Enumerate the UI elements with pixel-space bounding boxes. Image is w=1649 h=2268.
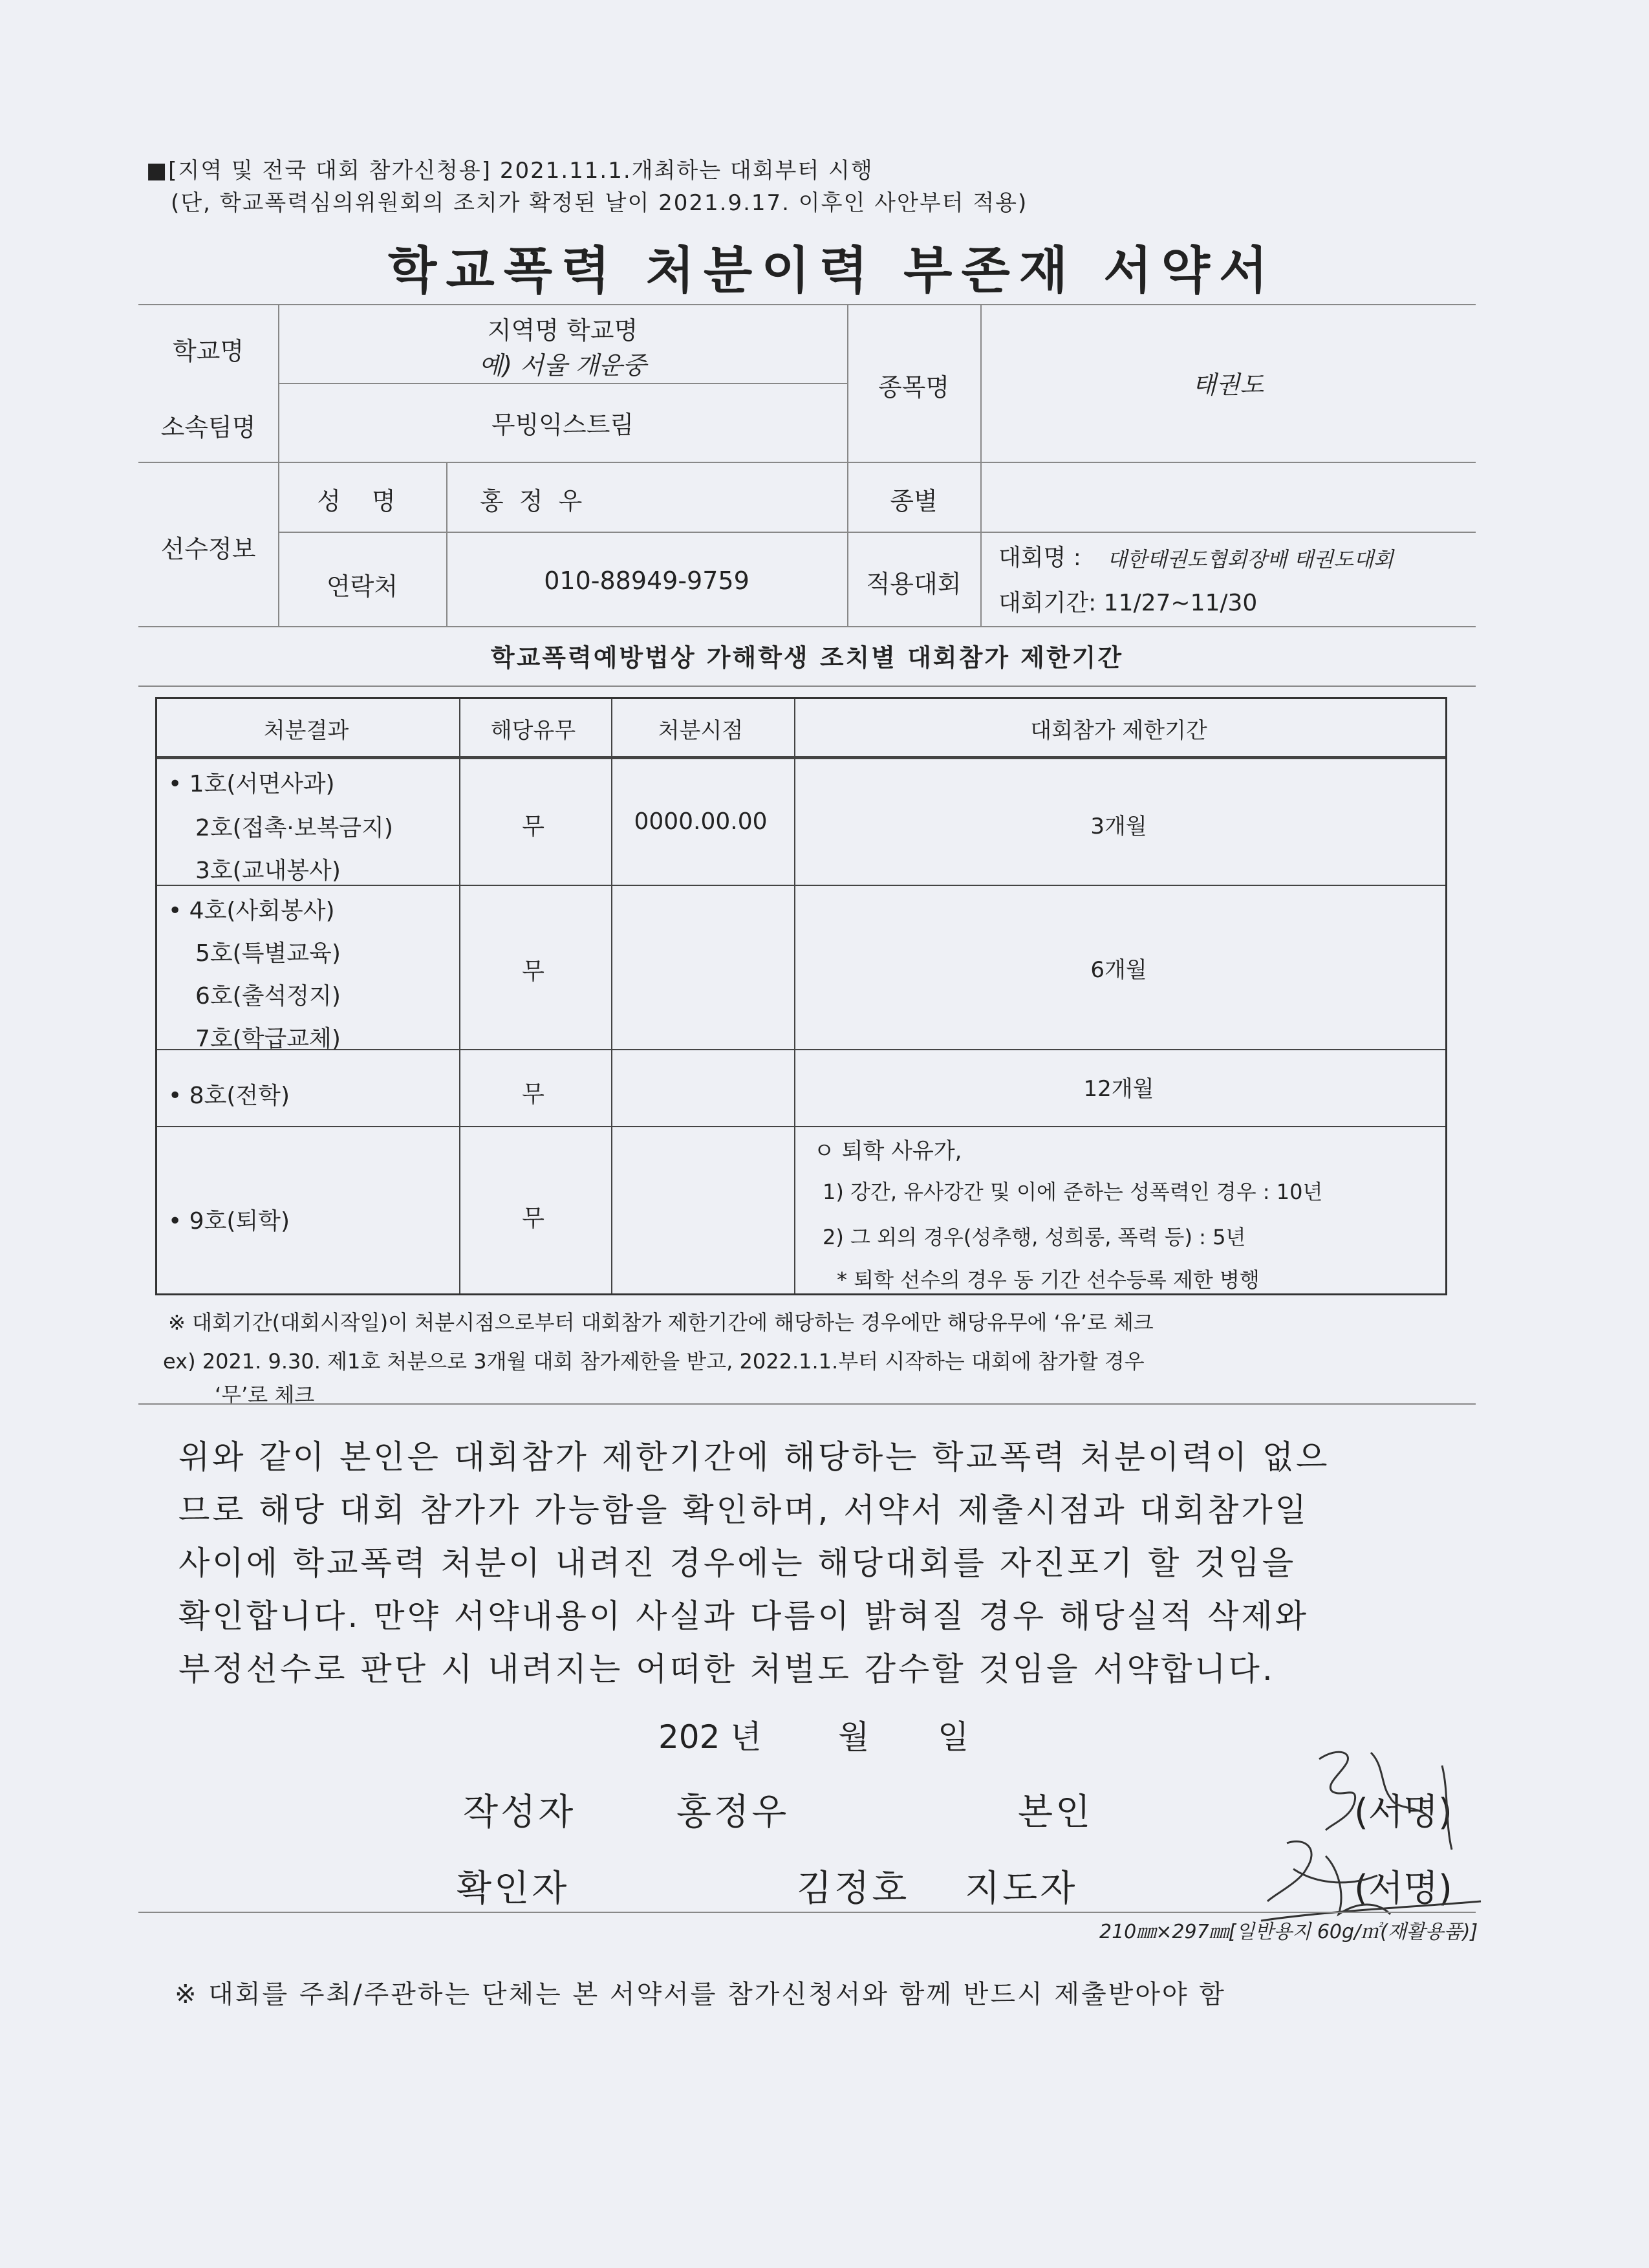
col-header-applicable: 해당유무 [490, 718, 576, 744]
team-label: 소속팀명 [160, 413, 256, 442]
pledge-line: 므로 해당 대회 참가가 가능함을 확인하며, 서약서 제출시점과 대회참가일 [178, 1491, 1310, 1529]
section-title: 학교폭력예방법상 가해학생 조치별 대회참가 제한기간 [490, 643, 1124, 672]
date-month[interactable]: 월 [838, 1718, 870, 1756]
page-title: 학교폭력 처분이력 부존재 서약서 [388, 242, 1277, 300]
pledge-line: 확인합니다. 만약 서약내용이 사실과 다름이 밝혀질 경우 해당실적 삭제와 [178, 1597, 1310, 1635]
applicable-value[interactable]: 무 [522, 958, 544, 985]
restriction-period: 12개월 [1083, 1076, 1154, 1102]
col-header-period: 대회참가 제한기간 [1030, 718, 1207, 744]
sanction-item: 2호(접촉·보복금지) [195, 815, 393, 841]
sport-label: 종목명 [878, 373, 950, 402]
date-day[interactable]: 일 [938, 1718, 969, 1756]
contact-value[interactable]: 010-88949-9759 [544, 567, 749, 595]
confirmer-label: 확인자 [457, 1868, 570, 1910]
sanction-item: 7호(학급교체) [195, 1026, 341, 1052]
note-2: ex) 2021. 9.30. 제1호 처분으로 3개월 대회 참가제한을 받고, 2022.1.1.부터 시작하는 대회에 참가할 경우 [163, 1349, 1145, 1374]
applicable-value[interactable]: 무 [522, 1081, 544, 1108]
name-label: 성 명 [317, 487, 407, 515]
restriction-period: 6개월 [1090, 957, 1147, 983]
sanction-item: 3호(교내봉사) [195, 858, 341, 884]
header-line-1: ■[지역 및 전국 대회 참가신청용] 2021.11.1.개최하는 대회부터 시행 [146, 158, 874, 184]
footer-note: ※ 대회를 주최/주관하는 단체는 본 서약서를 참가신청서와 함께 반드시 제출받아야 함 [175, 1980, 1226, 2009]
divider [138, 1403, 1476, 1405]
school-example[interactable]: 예) 서울 개운중 [479, 351, 647, 380]
pledge-line: 사이에 학교폭력 처분이 내려진 경우에는 해당대회를 자진포기 할 것임을 [178, 1544, 1297, 1582]
note-1: ※ 대회기간(대회시작일)이 처분시점으로부터 대회참가 제한기간에 해당하는 경우에만 해당유무에 ‘유’로 체크 [168, 1310, 1154, 1335]
confirmer-sign-label: (서명) [1354, 1868, 1452, 1910]
writer-role: 본인 [1018, 1791, 1094, 1833]
writer-name[interactable]: 홍정우 [676, 1791, 790, 1833]
comp-period[interactable]: 대회기간: 11/27~11/30 [998, 590, 1258, 616]
sport-value[interactable]: 태권도 [1192, 371, 1264, 399]
player-label: 선수정보 [160, 535, 256, 563]
pledge-line: 부정선수로 판단 시 내려지는 어떠한 처벌도 감수할 것임을 서약합니다. [178, 1650, 1275, 1688]
sanction-item: • 8호(전학) [168, 1083, 290, 1109]
sanctions-table [155, 697, 1447, 1295]
paper-spec: 210㎜×297㎜[일반용지 60g/㎡(재활용품)] [1099, 1921, 1478, 1943]
sanction-item: • 1호(서면사과) [168, 771, 335, 797]
expulsion-line: 1) 강간, 유사강간 및 이에 준하는 성폭력인 경우 : 10년 [823, 1180, 1323, 1204]
expulsion-line: 2) 그 외의 경우(성추행, 성희롱, 폭력 등) : 5년 [823, 1225, 1246, 1249]
divider [138, 1912, 1476, 1913]
sanction-date[interactable]: 0000.00.00 [634, 808, 768, 835]
col-header-result: 처분결과 [263, 718, 349, 744]
applicable-value[interactable]: 무 [522, 1205, 544, 1232]
date-year[interactable]: 202 년 [658, 1718, 762, 1756]
comp-name-label: 대회명 : [998, 545, 1081, 571]
writer-sign-label: (서명) [1354, 1791, 1452, 1833]
expulsion-line: * 퇴학 선수의 경우 동 기간 선수등록 제한 병행 [837, 1268, 1260, 1292]
comp-label: 적용대회 [866, 570, 962, 598]
applicable-value[interactable]: 무 [522, 814, 544, 840]
comp-name-value[interactable]: 대한태권도협회장배 태권도대회 [1107, 547, 1394, 572]
restriction-period: 3개월 [1090, 814, 1147, 839]
school-label: 학교명 [172, 337, 244, 365]
sanction-item: 6호(출석정지) [195, 983, 341, 1010]
note-3: ‘무’로 체크 [215, 1383, 315, 1407]
sanction-item: • 4호(사회봉사) [168, 898, 335, 924]
contact-label: 연락처 [326, 572, 398, 601]
sanction-item: • 9호(퇴학) [168, 1208, 290, 1235]
col-header-date: 처분시점 [658, 718, 744, 744]
type-label: 종별 [890, 487, 938, 515]
confirmer-name[interactable]: 김정호 [797, 1868, 910, 1910]
writer-label: 작성자 [463, 1791, 576, 1833]
expulsion-line: ㅇ 퇴학 사유가, [814, 1138, 962, 1164]
pledge-line: 위와 같이 본인은 대회참가 제한기간에 해당하는 학교폭력 처분이력이 없으 [178, 1438, 1330, 1476]
name-value[interactable]: 홍 정 우 [480, 487, 587, 515]
header-line-2: (단, 학교폭력심의위원회의 조치가 확정된 날이 2021.9.17. 이후인 사안부터 적용) [171, 190, 1028, 216]
confirmer-role: 지도자 [965, 1868, 1078, 1910]
team-value[interactable]: 무빙익스트림 [491, 411, 634, 439]
school-hint: 지역명 학교명 [487, 316, 638, 345]
sanction-item: 5호(특별교육) [195, 940, 341, 967]
